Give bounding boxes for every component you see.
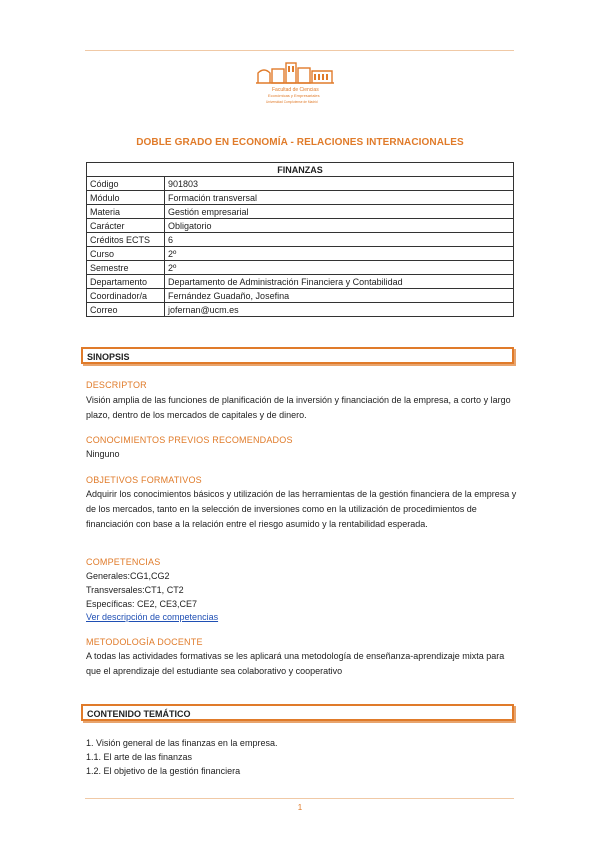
- course-info-table: [86, 162, 514, 317]
- descriptor-title: DESCRIPTOR: [86, 380, 147, 390]
- degree-title: DOBLE GRADO EN ECONOMÍA - RELACIONES INTERNACIONALES: [136, 137, 464, 148]
- table-row: [87, 191, 514, 205]
- top-rule: [85, 50, 514, 51]
- row-label: Código: [87, 177, 165, 191]
- row-label: Departamento: [87, 275, 165, 289]
- row-label: Coordinador/a: [87, 289, 165, 303]
- faculty-logo: [254, 59, 338, 109]
- table-row: [87, 275, 514, 289]
- logo-text-line1: Facultad de Ciencias: [272, 87, 319, 93]
- list-item: 1. Visión general de las finanzas en la empresa.: [86, 738, 278, 748]
- row-value: 2º: [165, 261, 514, 275]
- row-value: 901803: [165, 177, 514, 191]
- previos-title: CONOCIMIENTOS PREVIOS RECOMENDADOS: [86, 435, 293, 445]
- metodologia-title: METODOLOGÍA DOCENTE: [86, 637, 203, 647]
- objetivos-text: Adquirir los conocimientos básicos y utilización de las herramientas de la gestión financiera de la empresa y de los mercados, tanto en la selección de inversiones como en la utilización de procedimientos de financiación con base a la relación entre el riesgo asumido y la rentabilidad esperada.: [86, 489, 517, 529]
- sinopsis-heading: SINOPSIS: [81, 347, 514, 364]
- table-row: [87, 219, 514, 233]
- contenido-heading: CONTENIDO TEMÁTICO: [81, 704, 514, 721]
- logo-text-line3: Universidad Complutense de Madrid: [266, 100, 318, 104]
- row-value: Departamento de Administración Financiera y Contabilidad: [165, 275, 514, 289]
- logo-text-line2: Económicas y Empresariales: [268, 93, 320, 98]
- row-value: 2º: [165, 247, 514, 261]
- row-label: Curso: [87, 247, 165, 261]
- row-label: Módulo: [87, 191, 165, 205]
- objetivos-title: OBJETIVOS FORMATIVOS: [86, 475, 202, 485]
- row-label: Semestre: [87, 261, 165, 275]
- competencias-title: COMPETENCIAS: [86, 557, 161, 567]
- row-value: jofernan@ucm.es: [165, 303, 514, 317]
- row-label: Materia: [87, 205, 165, 219]
- faculty-logo-icon: [254, 59, 338, 109]
- table-row: [87, 177, 514, 191]
- table-row: [87, 261, 514, 275]
- competencias-generales: Generales:CG1,CG2: [86, 571, 170, 581]
- course-name-heading: FINANZAS: [87, 163, 514, 177]
- table-row: [87, 289, 514, 303]
- competencias-link[interactable]: Ver descripción de competencias: [86, 612, 219, 622]
- row-value: Fernández Guadaño, Josefina: [165, 289, 514, 303]
- metodologia-text: A todas las actividades formativas se les aplicará una metodología de enseñanza-aprendizaje mixta para que el aprendizaje del estudiante sea colaborativo y cooperativo: [86, 651, 505, 676]
- bottom-rule: [85, 798, 514, 799]
- descriptor-text: Visión amplia de las funciones de planificación de la inversión y financiación de la empresa, a corto y largo plazo, dentro de los mercados de capitales y de dinero.: [86, 395, 511, 420]
- table-row: [87, 205, 514, 219]
- row-value: 6: [165, 233, 514, 247]
- table-row: [87, 233, 514, 247]
- row-label: Correo: [87, 303, 165, 317]
- table-row: [87, 303, 514, 317]
- row-value: Gestión empresarial: [165, 205, 514, 219]
- row-label: Créditos ECTS: [87, 233, 165, 247]
- page-number: 1: [297, 803, 303, 812]
- list-item: 1.2. El objetivo de la gestión financiera: [86, 766, 241, 776]
- competencias-link-row: [86, 610, 518, 625]
- table-row: [87, 247, 514, 261]
- competencias-especificas: Específicas: CE2, CE3,CE7: [86, 599, 198, 609]
- row-value: Formación transversal: [165, 191, 514, 205]
- list-item: 1.1. El arte de las finanzas: [86, 752, 193, 762]
- row-label: Carácter: [87, 219, 165, 233]
- row-value: Obligatorio: [165, 219, 514, 233]
- competencias-transversales: Transversales:CT1, CT2: [86, 585, 184, 595]
- previos-text: Ninguno: [86, 449, 120, 459]
